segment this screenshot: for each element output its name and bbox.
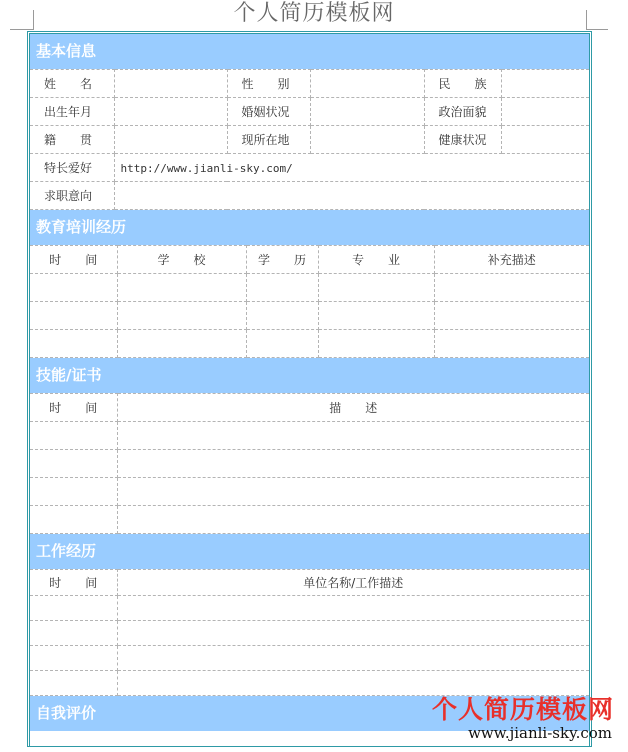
value-gender[interactable] [310,70,424,98]
cell[interactable] [246,330,318,358]
cell[interactable] [30,450,117,478]
cell[interactable] [30,506,117,534]
cell[interactable] [30,422,117,450]
cell[interactable] [30,646,117,671]
col-header-company: 单位名称/工作描述 [117,570,589,596]
label-name: 姓 名 [30,70,114,98]
label-gender: 性 别 [227,70,310,98]
col-header-degree: 学 历 [246,246,318,274]
label-origin: 籍 贯 [30,126,114,154]
section-skills: 技能/证书 [30,358,589,393]
table-header-row [30,246,589,274]
watermark-url: www.jianli-sky.com [468,724,612,742]
cell[interactable] [117,478,589,506]
table-row [30,302,589,330]
value-objective[interactable] [114,182,589,210]
cell[interactable] [30,330,117,358]
cell[interactable] [434,302,589,330]
table-row [30,450,589,478]
cell[interactable] [318,302,434,330]
table-header-row [30,570,589,596]
cell[interactable] [30,478,117,506]
cell[interactable] [434,274,589,302]
value-birth[interactable] [114,98,227,126]
table-row [30,478,589,506]
cell[interactable] [246,274,318,302]
label-ethnicity: 民 族 [424,70,501,98]
table-row [30,621,589,646]
value-ethnicity[interactable] [501,70,589,98]
table-row [30,70,589,98]
cell[interactable] [117,646,589,671]
section-education: 教育培训经历 [30,210,589,245]
col-header-time: 时 间 [30,570,117,596]
label-political: 政治面貌 [424,98,501,126]
cell[interactable] [30,596,117,621]
table-row [30,506,589,534]
cell[interactable] [117,422,589,450]
table-row [30,596,589,621]
cell[interactable] [117,621,589,646]
label-residence: 现所在地 [227,126,310,154]
value-health[interactable] [501,126,589,154]
label-health: 健康状况 [424,126,501,154]
cell[interactable] [117,596,589,621]
cell[interactable] [30,621,117,646]
cell[interactable] [30,302,117,330]
cell[interactable] [117,302,246,330]
page-title: 个人简历模板网 [233,1,395,26]
table-row [30,98,589,126]
cell[interactable] [117,506,589,534]
value-hobbies[interactable] [114,154,589,182]
cell[interactable] [117,330,246,358]
watermark-logo-text: 个人简历模板网 [431,695,614,724]
table-row [30,422,589,450]
education-table [30,245,589,358]
cell[interactable] [117,450,589,478]
table-row [30,330,589,358]
section-self-evaluation: 自我评价 [30,696,589,731]
label-hobbies: 特长爱好 [30,154,114,182]
work-table [30,569,589,696]
hobbies-url: http://www.jianli-sky.com/ [120,161,293,175]
table-row [30,274,589,302]
crop-mark-left-horizontal [10,29,34,30]
value-residence[interactable] [310,126,424,154]
col-header-notes: 补充描述 [434,246,589,274]
col-header-major: 专 业 [318,246,434,274]
basic-info-table [30,69,589,210]
cell[interactable] [30,274,117,302]
label-birth: 出生年月 [30,98,114,126]
cell[interactable] [246,302,318,330]
label-objective: 求职意向 [30,182,114,210]
table-header-row [30,394,589,422]
table-row [30,646,589,671]
value-marital[interactable] [310,98,424,126]
col-header-school: 学 校 [117,246,246,274]
value-political[interactable] [501,98,589,126]
label-marital: 婚姻状况 [227,98,310,126]
cell[interactable] [318,274,434,302]
resume-table [27,31,592,747]
col-header-time: 时 间 [30,246,117,274]
value-name[interactable] [114,70,227,98]
col-header-description: 描 述 [117,394,589,422]
cell[interactable] [117,274,246,302]
cell[interactable] [30,671,117,696]
table-row [30,154,589,182]
crop-mark-right-horizontal [586,29,608,30]
skills-table [30,393,589,534]
table-row [30,126,589,154]
value-origin[interactable] [114,126,227,154]
cell[interactable] [434,330,589,358]
section-work: 工作经历 [30,534,589,569]
table-row [30,182,589,210]
col-header-time: 时 间 [30,394,117,422]
cell[interactable] [318,330,434,358]
section-basic-info: 基本信息 [30,34,589,69]
